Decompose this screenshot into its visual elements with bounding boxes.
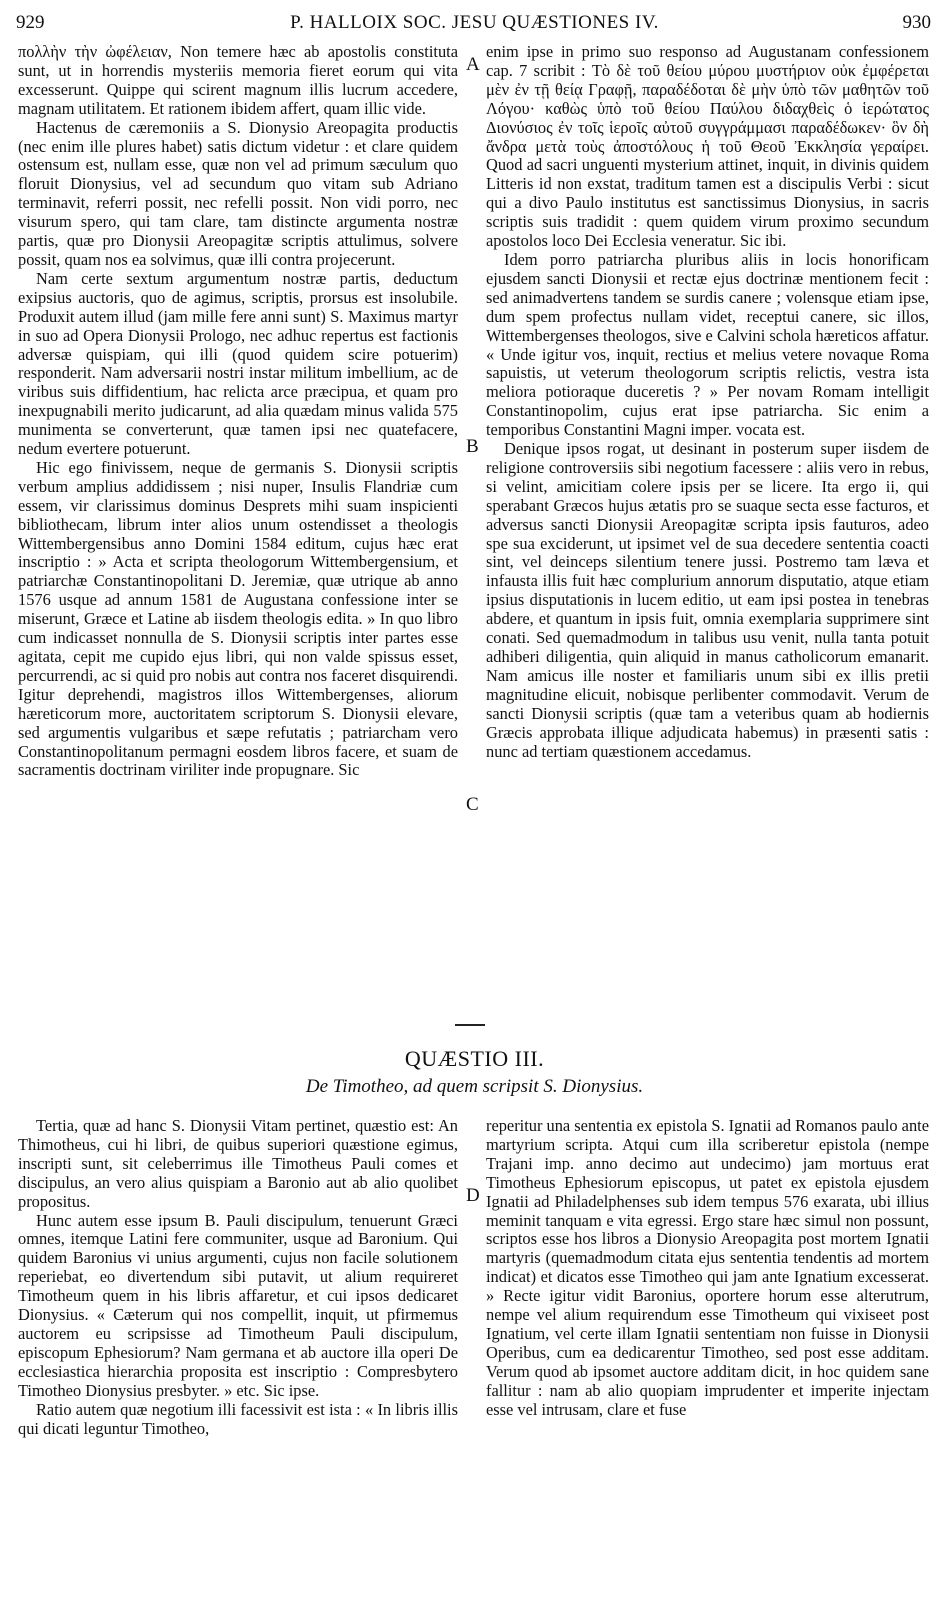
paragraph: Idem porro patriarcha pluribus aliis in locis honorificam ejusdem sancti Dionysii et rectæ ejus doctrinæ mentionem fecit : sed animadvertens tandem se surdis canere ; volensque etiam ipse, dum spem profectus nullam videt, receptui canere, sic illos, Wittembergenses theologos, sive e Calvini schola hæreticos affatur. « Unde igitur vos, inquit, rectius et melius vetere novaque Roma sapuistis, ut veterum theologorum scriptis relictis, vestra ista meliora potioraque duceretis ? » Per novam Romam intelligit Constantinopolim, cujus erat ipse patriarcha. Sic enim a temporibus Constantini Magni imper. vocata est.	[486, 249, 929, 440]
column-left-bottom	[18, 1117, 458, 1438]
margin-letter-d: D	[466, 1185, 480, 1206]
page-number-left: 929	[16, 12, 45, 33]
paragraph: Nam certe sextum argumentum nostræ partis, deductum exipsius auctoris, quo de agimus, scriptis, prorsus est insolubile. Produxit autem illud (jam mille fere anni sunt) S. Maximus martyr in suo ad Opera Dionysii Prologo, nec adhuc repertus est factionis adversæ quispiam, qui illi (quod quidem scire potuerim) responderit. Nam adversarii nostri instar militum imbellium, ac de viribus suis diffidentium, hac relicta arce præcipua, et quam pro inexpugnabili merito judicarunt, ad alia quædam minus valida 575 munimenta se converterunt, quæ tamen ipsi nec quatefacere, nedum evertere potuerunt.	[18, 268, 458, 459]
running-title: P. HALLOIX SOC. JESU QUÆSTIONES IV.	[290, 12, 659, 33]
column-right-bottom	[486, 1117, 929, 1420]
paragraph: Tertia, quæ ad hanc S. Dionysii Vitam pertinet, quæstio est: An Thimotheus, cui hi libri, de quibus superiori quæstione egimus, inscripti sunt, sit celeberrimus ille Timotheus Pauli comes et discipulus, an vero alius quispiam a Baronio aut ab alio quolibet propositus.	[18, 1116, 458, 1211]
margin-letter-b: B	[466, 436, 479, 457]
page-number-right: 930	[902, 12, 931, 33]
paragraph: enim ipse in primo suo responso ad Augustanam confessionem cap. 7 scribit : Τὸ δὲ τοῦ θείου μύρου μυστήριον οὐκ ἐμφέρεται μὲν ἐν τῇ θείᾳ Γραφῇ, παραδέδοται δὲ μὴν ὑπὸ τῶν μαθητῶν τοῦ Λόγου· καθὼς ὑπὸ τοῦ θείου Παύλου διδαχθεὶς ὁ ἱερώτατος Διονύσιος ἐν τοῖς ἱεροῖς αὐτοῦ συγγράμμασι παραδέδωκεν· ὃν δὴ ἄνδρα μετὰ τοὺς ἀποστόλους ἡ τοῦ Θεοῦ Ἐκκλησία γεραίρει. Quod ad sacri unguenti mysterium attinet, inquit, in divinis quidem Litteris id non exstat, traditum tamen est a discipulis Verbi : sicut qui a divo Paulo institutus est sanctissimus Dionysius, in sacris scriptis suis tradidit : quem quidem virum proximo secundum apostolos loco Dei Ecclesia veneratur. Sic ibi.	[486, 42, 929, 251]
paragraph: Ratio autem quæ negotium illi facessivit est ista : « In libris illis qui dicati leguntur Timotheo,	[18, 1399, 458, 1438]
section-title: QUÆSTIO III.	[404, 1046, 545, 1071]
paragraph: Hic ego finivissem, neque de germanis S. Dionysii scriptis verbum amplius addidissem ; nisi nuper, Insulis Flandriæ cum essem, vir clarissimus dominus Desprets mihi suam inspicienti bibliothecam, librum inter alios unum ostendisset a theologis Wittembergensibus anno Domini 1584 editum, cujus hæc erat inscriptio : » Acta et scripta theologorum Wittembergensium, et patriarchæ Constantinopolitani D. Jeremiæ, quæ utrique ab anno 1576 usque ad annum 1581 de Augustana confessione inter se miserunt, Græce et Latine ab iisdem theologis edita. » In quo libro cum indicasset nonnulla de S. Dionysii scriptis inter partes esse agitata, cepit me cupido ejus libri, qui non valde spissus esset, percurrendi, ac si quid pro nobis aut contra nos faceret disquirendi. Igitur deprehendi, magistros illos Wittembergenses, aliorum hæreticorum more, auctoritatem scriptorum S. Dionysii elevare, sed argumentis vulgaribus et sæpe refutatis ; patriarcham vero Constantinopolitanum permagni eosdem libros facere, et suam de sacramentis doctrinam viriliter inde propugnare. Sic	[18, 457, 458, 780]
section-subtitle: De Timotheo, ad quem scripsit S. Dionysius.	[305, 1076, 644, 1097]
running-header	[0, 12, 949, 38]
column-right-top	[486, 43, 929, 761]
column-left-top	[18, 43, 458, 780]
paragraph: Hunc autem esse ipsum B. Pauli discipulum, tenuerunt Græci omnes, itemque Latini fere communiter, usque ad Baronium. Qui quidem Baronius vi unius argumenti, cujus non facile solutionem reperiebat, eo divertendum sibi putavit, ut alium requireret Timotheum quem in his libris affaretur, et cui ipsos dedicaret Dionysius. « Cæterum qui nos compellit, inquit, ut pfirmemus auctorem eu scripsisse ad Timotheum Pauli discipulum, episcopum Ephesiorum? Nam germana et ab auctore illa operi De ecclesiastica hierarchia proposita est inscriptio : Compresbytero Timotheo Dionysius presbyter. » etc. Sic ipse.	[18, 1210, 458, 1400]
paragraph: Hactenus de cæremoniis a S. Dionysio Areopagita productis (nec enim ille plures habet) satis dictum videtur : et clare quidem ostensum est, nullam esse, quæ non vel ad primum sæculum quo floruit Dionysius, vel ad secundum quo vitam sub Adriano terminavit, referri possit, nec refelli possit. Non vidi porro, nec visurum spero, qui tam clare, tam distincte argumenta nostræ partis, quæ pro Dionysii Areopagitæ scriptis attulimus, solvere possit, quam nos ea solvimus, quæ illi contra projecerunt.	[18, 117, 458, 269]
paragraph: Denique ipsos rogat, ut desinant in posterum super iisdem de religione controversiis sibi negotium facessere : aliis vero in rebus, si velint, amicitiam colere ipsis per se licere. Ita ergo ii, qui sperabant Græcos hujus ætatis pro se suaque secta esse facturos, et adversus sancti Dionysii Areopagitæ scripta ipsis fauturos, adeo spe sua exciderunt, ut ipsimet vel de sua decedere sententia coacti sint, vel deinceps silentium tenere jussi. Postremo tam læva et infausta illis fuit hæc complurium annorum disputatio, atque etiam ipsius disputationis in lucem editio, ut eam ipsi postea in tenebras abdere, et quantum in ipsis fuit, omnia exemplaria supprimere sint conati. Sed quemadmodum in talibus usu venit, nulla tanta potuit adhiberi diligentia, quin aliquid in manus catholicorum emanarit. Nam amicus ille noster et familiaris unum sibi ex illis pretii magnitudine elicuit, nobisque perlibenter commodavit. Verum de sancti Dionysii scriptis (quæ tam a veteribus quam ab hodiernis Græcis approbata illique adjudicata habemus) in præsenti satis : nunc ad tertiam quæstionem accedamus.	[486, 439, 929, 761]
paragraph: reperitur una sententia ex epistola S. Ignatii ad Romanos paulo ante martyrium scripta. Atqui cum illa scriberetur epistola (nempe Trajani imp. anno decimo aut undecimo) jam mortuus erat Timotheus Ephesiorum episcopus, ut patet ex epistola ejusdem Ignatii ad Philadelphenses sub idem tempus 576 exarata, ubi illius meminit tanquam e vita egressi. Ergo stare hæc simul non possunt, scriptos esse hos libros a Dionysio Areopagita post mortem Ignatii martyris (quemadmodum citata ejus sententia tendentis ad mortem indicat) et dicatos esse Timotheo qui jam ante Ignatium excesserat. » Recte igitur vidit Baronius, oportere horum esse alterutrum, nempe vel alium requirendum esse Timotheum qui vixiseet post Ignatium, vel certe illam Ignatii sententiam non fuisse in Dionysii Operibus, cum ea dedicarentur Timotheo, sed post esse additam. Verum quod ab ipsomet auctore additam dicit, in hoc quidem sane fallitur : nam ab alio quopiam imprudenter et imperite injectam esse vel intrusam, clare et fuse	[486, 1116, 929, 1419]
margin-letter-a: A	[466, 54, 480, 75]
paragraph: πολλὴν τὴν ὠφέλειαν, Non temere hæc ab apostolis constituta sunt, ut in horrendis mysteriis memoria fieret eorum qui vita excesserunt. Quippe qui scirent magnum illis lucrum accedere, magnam utilitatem. Et rationem ibidem affert, quam illic vide.	[18, 42, 458, 118]
section-divider	[455, 1024, 485, 1026]
margin-letter-c: C	[466, 794, 479, 815]
